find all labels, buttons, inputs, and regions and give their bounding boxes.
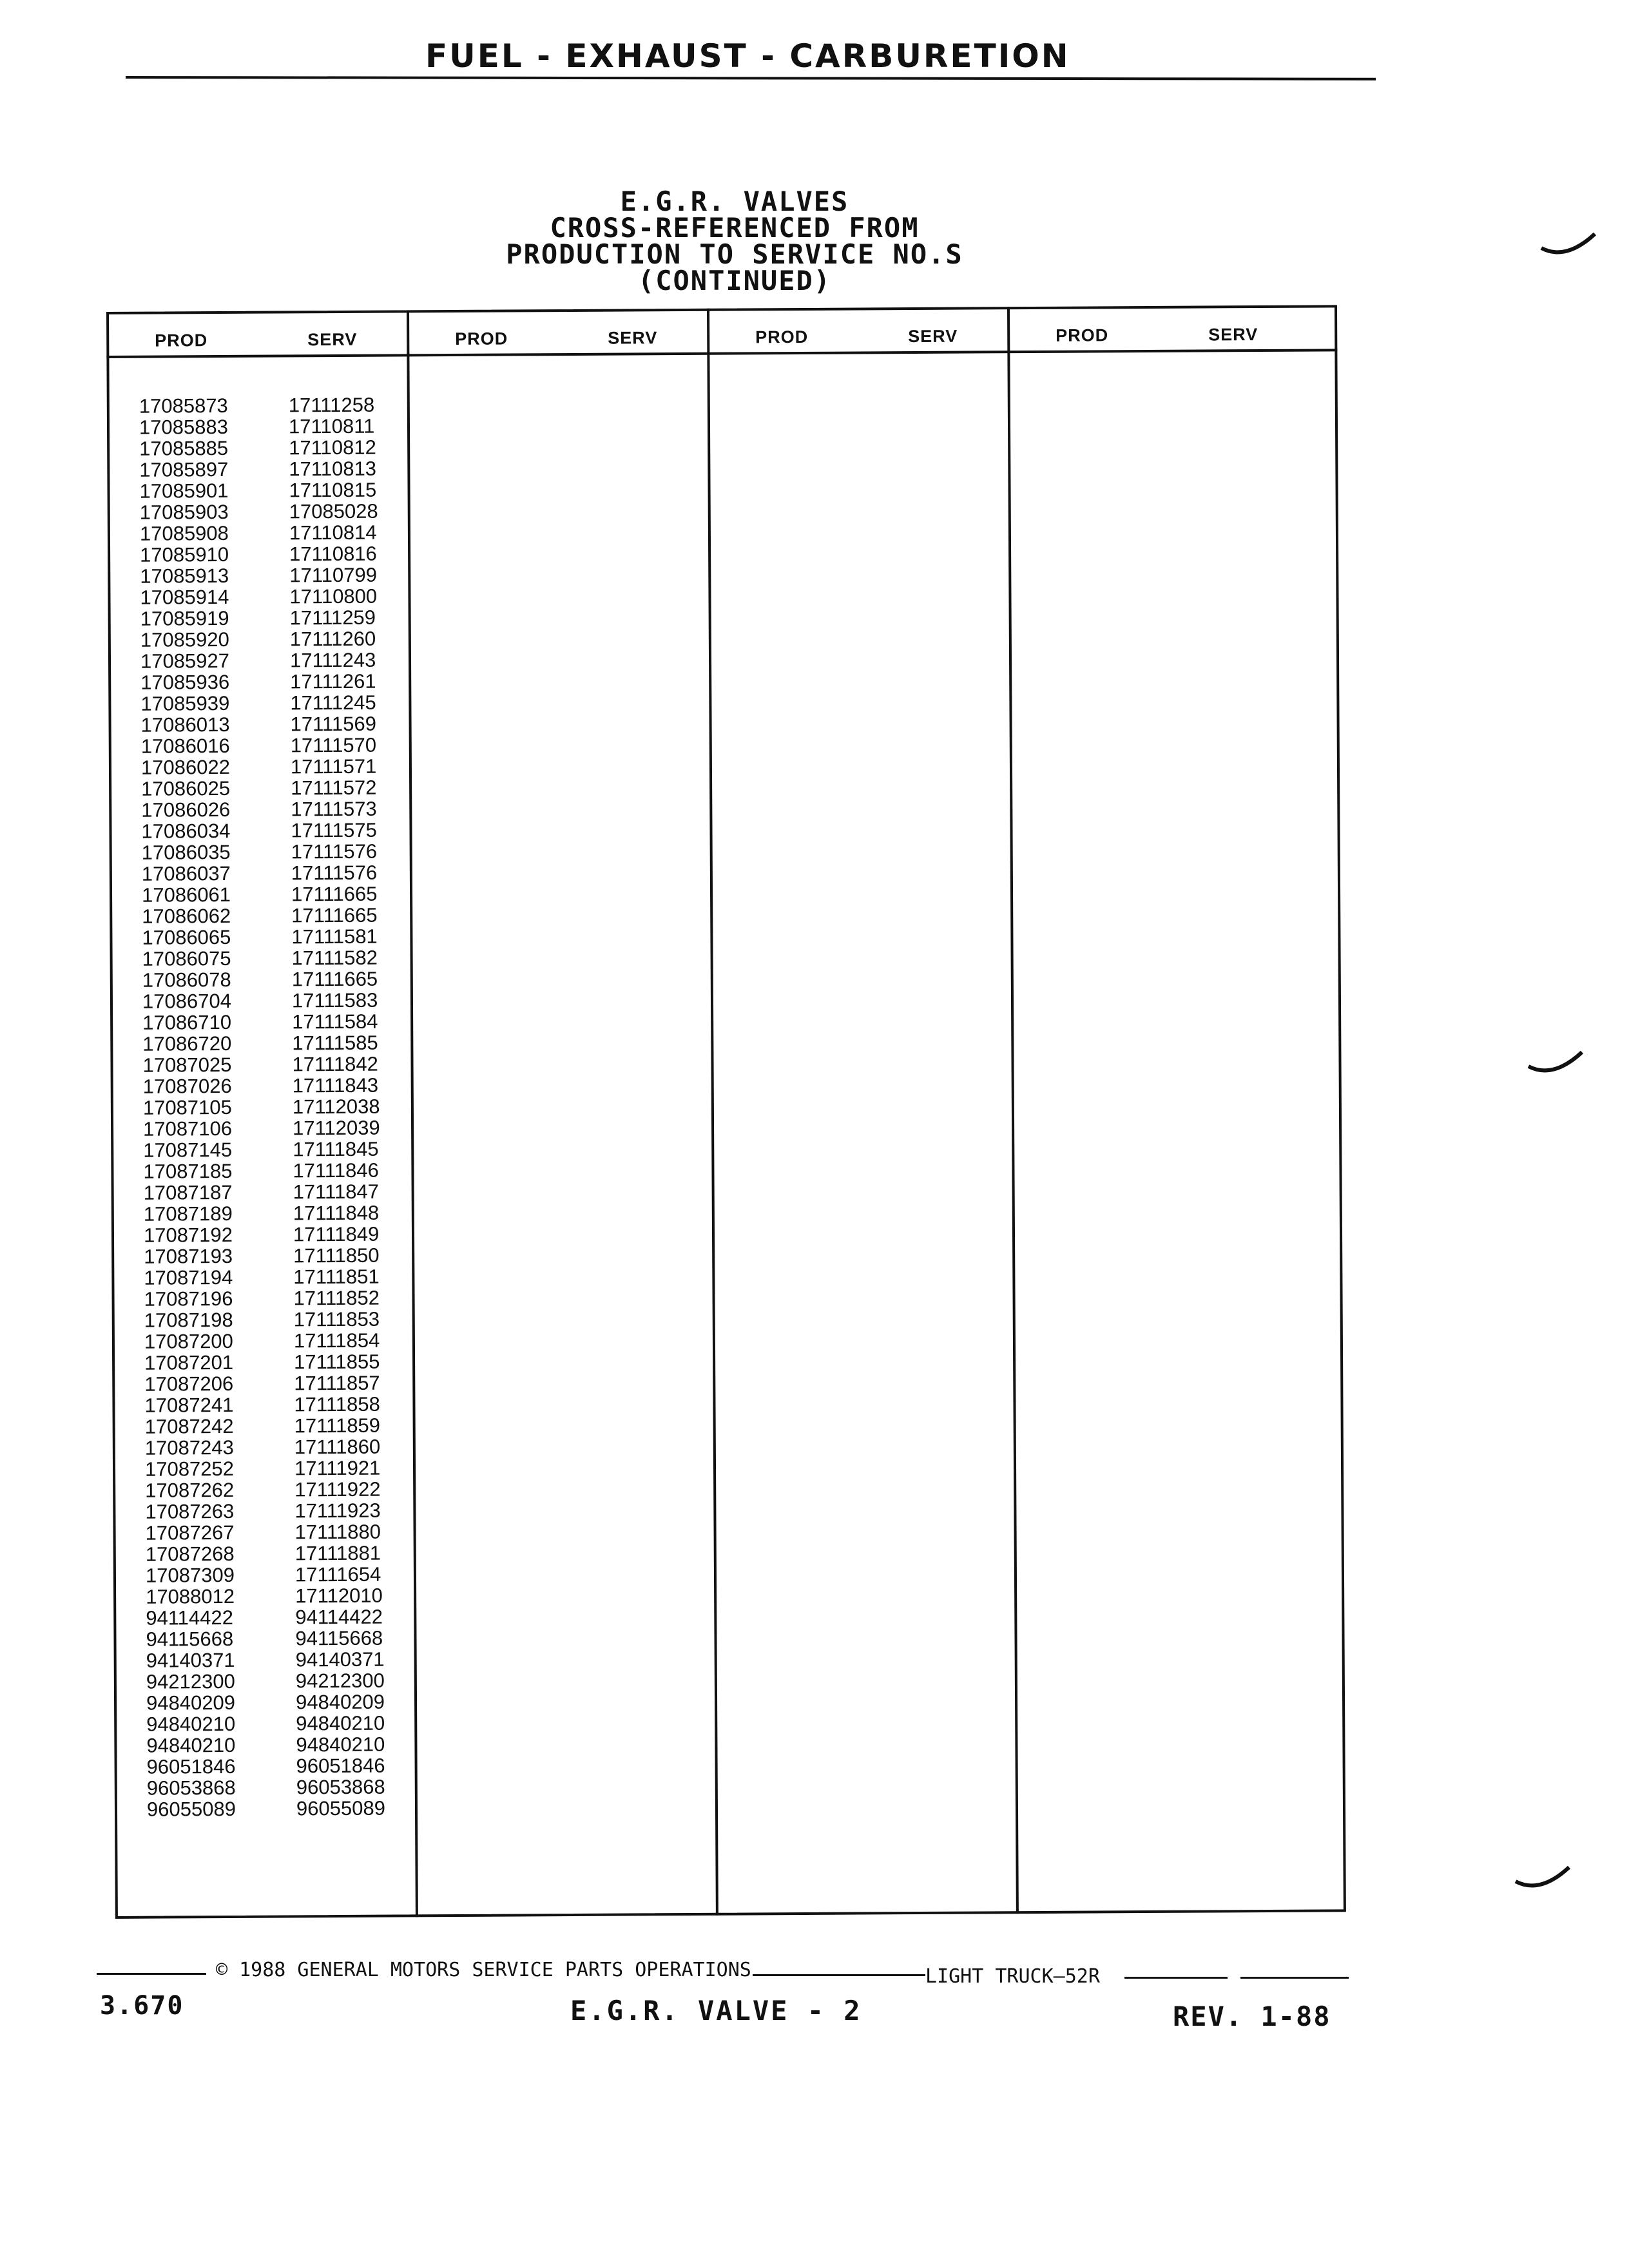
serv-number: 96055089 xyxy=(296,1796,386,1820)
table-row xyxy=(147,1797,418,1820)
prod-number: 17087026 xyxy=(142,1074,232,1098)
prod-number: 17085903 xyxy=(139,500,229,524)
serv-number: 17111665 xyxy=(291,882,378,906)
serv-number: 17111859 xyxy=(294,1414,381,1437)
serv-number: 17110815 xyxy=(289,478,377,502)
table-row xyxy=(142,840,412,863)
table-row xyxy=(146,1691,417,1713)
table-row xyxy=(140,500,410,523)
prod-number: 17087187 xyxy=(143,1180,233,1204)
table-row xyxy=(144,1372,415,1394)
serv-number: 17111881 xyxy=(294,1541,381,1565)
serv-number: 94840210 xyxy=(296,1733,385,1756)
serv-number: 94212300 xyxy=(295,1669,385,1693)
serv-number: 17111857 xyxy=(294,1371,380,1395)
prod-number: 17085883 xyxy=(139,415,229,439)
table-row xyxy=(142,1010,413,1033)
serv-number: 17111880 xyxy=(294,1520,381,1544)
prod-number: 17087309 xyxy=(145,1563,235,1587)
prod-number: 17087200 xyxy=(144,1329,233,1353)
col-4-prod-header: PROD xyxy=(1055,325,1109,345)
serv-number: 17111850 xyxy=(293,1244,380,1267)
serv-number: 94114422 xyxy=(295,1605,383,1629)
serv-number: 17111569 xyxy=(290,712,377,736)
prod-number: 17086065 xyxy=(142,925,231,949)
serv-number: 17111584 xyxy=(292,1010,378,1033)
prod-number: 94840209 xyxy=(146,1691,236,1715)
footer-rule xyxy=(97,1973,206,1975)
serv-number: 17111258 xyxy=(288,393,375,417)
col-3-prod-header: PROD xyxy=(755,327,809,347)
col-2-serv-header: SERV xyxy=(608,328,658,348)
serv-number: 17112038 xyxy=(292,1095,380,1119)
prod-number: 17087145 xyxy=(143,1138,233,1162)
serv-number: 17111860 xyxy=(294,1435,381,1459)
col-1-serv-header: SERV xyxy=(307,329,358,350)
serv-number: 17110816 xyxy=(289,542,377,566)
col-1-prod-header: PROD xyxy=(155,331,208,351)
prod-number: 96051846 xyxy=(146,1754,236,1778)
table-row xyxy=(141,798,412,820)
table-rows xyxy=(139,394,418,1820)
prod-number: 17087194 xyxy=(144,1265,233,1289)
serv-number: 17111583 xyxy=(291,988,378,1012)
serv-number: 17110800 xyxy=(289,584,378,608)
serv-number: 17111570 xyxy=(290,733,377,757)
serv-number: 17111843 xyxy=(292,1073,379,1097)
prod-number: 17086061 xyxy=(141,883,231,907)
table-row xyxy=(143,1159,414,1182)
prod-number: 17086035 xyxy=(141,840,231,864)
prod-number: 17085936 xyxy=(140,670,230,694)
serv-number: 17111243 xyxy=(289,648,376,672)
prod-number: 17087262 xyxy=(145,1478,235,1502)
table-row xyxy=(146,1542,416,1564)
prod-number: 17086016 xyxy=(140,734,230,758)
footer-rule xyxy=(1240,1977,1349,1979)
title-line-4: (CONTINUED) xyxy=(637,265,832,296)
table-row xyxy=(142,904,412,927)
table-row xyxy=(140,713,411,735)
title-line-1: E.G.R. VALVES xyxy=(620,186,849,217)
prod-number: 17086034 xyxy=(141,819,231,843)
serv-number: 17111858 xyxy=(294,1392,380,1416)
serv-number: 17111585 xyxy=(292,1031,378,1055)
prod-number: 17086704 xyxy=(142,989,232,1013)
prod-number: 96053868 xyxy=(146,1776,236,1800)
prod-number: 17086037 xyxy=(141,861,231,885)
serv-number: 17111665 xyxy=(291,903,378,927)
footer-rule xyxy=(1124,1977,1228,1979)
cross-reference-table xyxy=(106,305,1346,1919)
table-row xyxy=(142,968,413,990)
serv-number: 17111571 xyxy=(290,754,377,778)
table-row xyxy=(140,521,410,544)
table-row xyxy=(140,691,411,714)
table-row xyxy=(147,1776,418,1798)
table-row xyxy=(144,1393,415,1416)
table-title xyxy=(419,188,1050,294)
table-row xyxy=(142,1053,413,1075)
table-row xyxy=(145,1436,416,1458)
prod-number: 17087206 xyxy=(144,1372,234,1396)
serv-number: 17111245 xyxy=(290,691,376,715)
prod-number: 17087243 xyxy=(144,1436,234,1459)
serv-number: 17110812 xyxy=(289,436,376,459)
table-row xyxy=(143,1138,414,1160)
table-row xyxy=(147,1754,418,1777)
table-row xyxy=(139,436,410,459)
table-row xyxy=(142,947,413,969)
serv-number: 17111923 xyxy=(294,1499,381,1523)
prod-number: 17086078 xyxy=(142,968,231,992)
table-row xyxy=(141,819,412,841)
table-row xyxy=(139,415,410,437)
section-name: E.G.R. VALVE - 2 xyxy=(570,1995,862,2026)
serv-number: 94840210 xyxy=(296,1711,385,1735)
serv-number: 17111842 xyxy=(292,1052,378,1076)
footer-rule xyxy=(753,1974,925,1976)
table-row xyxy=(143,1095,414,1118)
table-row xyxy=(142,861,412,884)
prod-number: 17087106 xyxy=(142,1117,233,1140)
table-row xyxy=(141,776,412,799)
table-row xyxy=(146,1584,416,1607)
table-row xyxy=(146,1669,417,1692)
table-row xyxy=(143,1074,414,1097)
table-row xyxy=(144,1308,415,1331)
serv-number: 17111582 xyxy=(291,946,378,970)
prod-number: 17088012 xyxy=(146,1584,235,1608)
table-row xyxy=(145,1499,416,1522)
serv-number: 17111849 xyxy=(293,1222,380,1246)
prod-number: 17087267 xyxy=(145,1521,235,1544)
table-row xyxy=(140,649,411,671)
serv-number: 17111854 xyxy=(293,1329,380,1352)
serv-number: 17111852 xyxy=(293,1286,380,1310)
serv-number: 17110811 xyxy=(288,414,375,438)
serv-number: 96053868 xyxy=(296,1775,385,1799)
table-row xyxy=(145,1414,416,1437)
serv-number: 17111921 xyxy=(294,1456,381,1480)
prod-number: 17086710 xyxy=(142,1010,232,1034)
prod-number: 17087185 xyxy=(143,1159,233,1183)
prod-number: 96055089 xyxy=(146,1797,236,1821)
serv-number: 17111261 xyxy=(290,669,376,693)
prod-number: 17085901 xyxy=(139,479,229,503)
table-row xyxy=(139,394,410,416)
serv-number: 17111654 xyxy=(294,1562,381,1586)
table-row xyxy=(144,1265,414,1288)
serv-number: 17111847 xyxy=(293,1180,380,1204)
table-row xyxy=(142,883,412,905)
serv-number: 17085028 xyxy=(289,499,378,523)
serv-number: 17111576 xyxy=(291,840,378,863)
binding-tick-mark xyxy=(1514,1862,1572,1894)
prod-number: 17085897 xyxy=(139,457,229,481)
col-2-prod-header: PROD xyxy=(455,329,508,349)
serv-number: 94140371 xyxy=(295,1648,385,1671)
col-3-serv-header: SERV xyxy=(908,326,958,347)
table-row xyxy=(146,1627,416,1649)
prod-number: 17085885 xyxy=(139,436,229,460)
serv-number: 17111922 xyxy=(294,1477,381,1501)
serv-number: 17111576 xyxy=(291,861,378,885)
table-row xyxy=(140,606,411,629)
prod-number: 17085927 xyxy=(140,649,230,673)
prod-number: 17087198 xyxy=(144,1308,233,1332)
table-row xyxy=(144,1223,414,1245)
prod-number: 94840210 xyxy=(146,1733,236,1757)
prod-number: 17085908 xyxy=(139,521,229,545)
prod-number: 17087025 xyxy=(142,1053,232,1077)
serv-number: 17111260 xyxy=(289,627,376,651)
serv-number: 17111575 xyxy=(291,818,377,842)
table-row xyxy=(142,989,413,1012)
serv-number: 17111581 xyxy=(291,925,378,948)
table-row xyxy=(141,755,412,778)
prod-number: 94840210 xyxy=(146,1712,236,1736)
serv-number: 96051846 xyxy=(296,1754,385,1778)
footer-vehicle-line: LIGHT TRUCK—52R xyxy=(925,1965,1100,1988)
table-row xyxy=(146,1563,416,1586)
prod-number: 17087193 xyxy=(144,1244,233,1268)
serv-number: 17110814 xyxy=(289,521,377,544)
binding-tick-mark xyxy=(1527,1047,1585,1079)
serv-number: 17111845 xyxy=(293,1137,379,1161)
serv-number: 17112010 xyxy=(295,1584,383,1608)
table-row xyxy=(140,543,410,565)
serv-number: 94840209 xyxy=(295,1690,385,1714)
title-line-2: CROSS-REFERENCED FROM xyxy=(550,212,920,244)
prod-number: 17086025 xyxy=(141,776,231,800)
prod-number: 17085939 xyxy=(140,691,230,715)
prod-number: 17087192 xyxy=(143,1223,233,1247)
table-row xyxy=(139,479,410,501)
table-row xyxy=(143,1117,414,1139)
table-row xyxy=(146,1606,416,1628)
table-row xyxy=(145,1457,416,1479)
table-row xyxy=(144,1244,414,1267)
prod-number: 17087252 xyxy=(144,1457,235,1481)
prod-number: 94115668 xyxy=(146,1627,234,1651)
serv-number: 17111572 xyxy=(291,776,377,800)
serv-number: 94115668 xyxy=(295,1626,383,1650)
serv-number: 17111855 xyxy=(294,1350,380,1374)
serv-number: 17111851 xyxy=(293,1265,380,1289)
table-row xyxy=(142,1032,413,1054)
prod-number: 17085873 xyxy=(139,394,228,418)
prod-number: 17086026 xyxy=(141,798,231,822)
header-rule xyxy=(126,76,1376,81)
prod-number: 94140371 xyxy=(146,1648,235,1672)
page-header-title: FUEL - EXHAUST - CARBURETION xyxy=(425,37,1070,75)
serv-number: 17111259 xyxy=(289,606,376,629)
prod-number: 17086013 xyxy=(140,713,230,736)
table-row xyxy=(139,457,410,480)
prod-number: 17085919 xyxy=(140,606,229,630)
table-row xyxy=(144,1202,414,1224)
table-row xyxy=(146,1712,417,1735)
prod-number: 17085910 xyxy=(140,543,229,566)
prod-number: 17087196 xyxy=(144,1287,233,1311)
col-4-serv-header: SERV xyxy=(1208,325,1258,345)
prod-number: 17087268 xyxy=(145,1542,235,1566)
table-row xyxy=(140,585,410,608)
title-line-3: PRODUCTION TO SERVICE NO.S xyxy=(506,238,963,270)
table-row xyxy=(146,1648,417,1671)
prod-number: 17087105 xyxy=(142,1095,232,1119)
prod-number: 17087241 xyxy=(144,1393,234,1417)
prod-number: 17085914 xyxy=(140,585,229,609)
serv-number: 17110813 xyxy=(289,457,377,481)
prod-number: 17086075 xyxy=(142,947,231,970)
revision-label: REV. 1-88 xyxy=(1173,2001,1331,2032)
prod-number: 17086720 xyxy=(142,1032,232,1055)
prod-number: 17087201 xyxy=(144,1350,234,1374)
prod-number: 17087189 xyxy=(143,1202,233,1225)
serv-number: 17111573 xyxy=(291,797,377,821)
serv-number: 17111848 xyxy=(293,1201,380,1225)
table-row xyxy=(144,1180,414,1203)
table-row xyxy=(144,1350,415,1373)
serv-number: 17110799 xyxy=(289,563,378,587)
serv-number: 17111846 xyxy=(293,1158,379,1182)
table-row xyxy=(140,670,411,693)
table-row xyxy=(145,1478,416,1501)
prod-number: 17086022 xyxy=(140,755,230,779)
prod-number: 17087242 xyxy=(144,1414,234,1438)
prod-number: 94212300 xyxy=(146,1669,235,1693)
prod-number: 17086062 xyxy=(142,904,231,928)
table-row xyxy=(141,734,412,756)
serv-number: 17111853 xyxy=(293,1307,380,1331)
table-row xyxy=(142,925,412,948)
prod-number: 17085920 xyxy=(140,628,229,651)
table-row xyxy=(145,1521,416,1543)
table-row xyxy=(140,564,410,586)
table-row xyxy=(146,1733,417,1756)
prod-number: 94114422 xyxy=(146,1606,234,1629)
footer-copyright: © 1988 GENERAL MOTORS SERVICE PARTS OPERATIONS xyxy=(216,1959,751,1981)
binding-tick-mark xyxy=(1540,229,1598,261)
table-row xyxy=(140,628,411,650)
table-row xyxy=(144,1287,414,1309)
page-number: 3.670 xyxy=(100,1991,184,2021)
prod-number: 17085913 xyxy=(140,564,229,588)
serv-number: 17111665 xyxy=(291,967,378,991)
prod-number: 17087263 xyxy=(145,1499,235,1523)
table-row xyxy=(144,1329,415,1352)
serv-number: 17112039 xyxy=(292,1116,380,1140)
